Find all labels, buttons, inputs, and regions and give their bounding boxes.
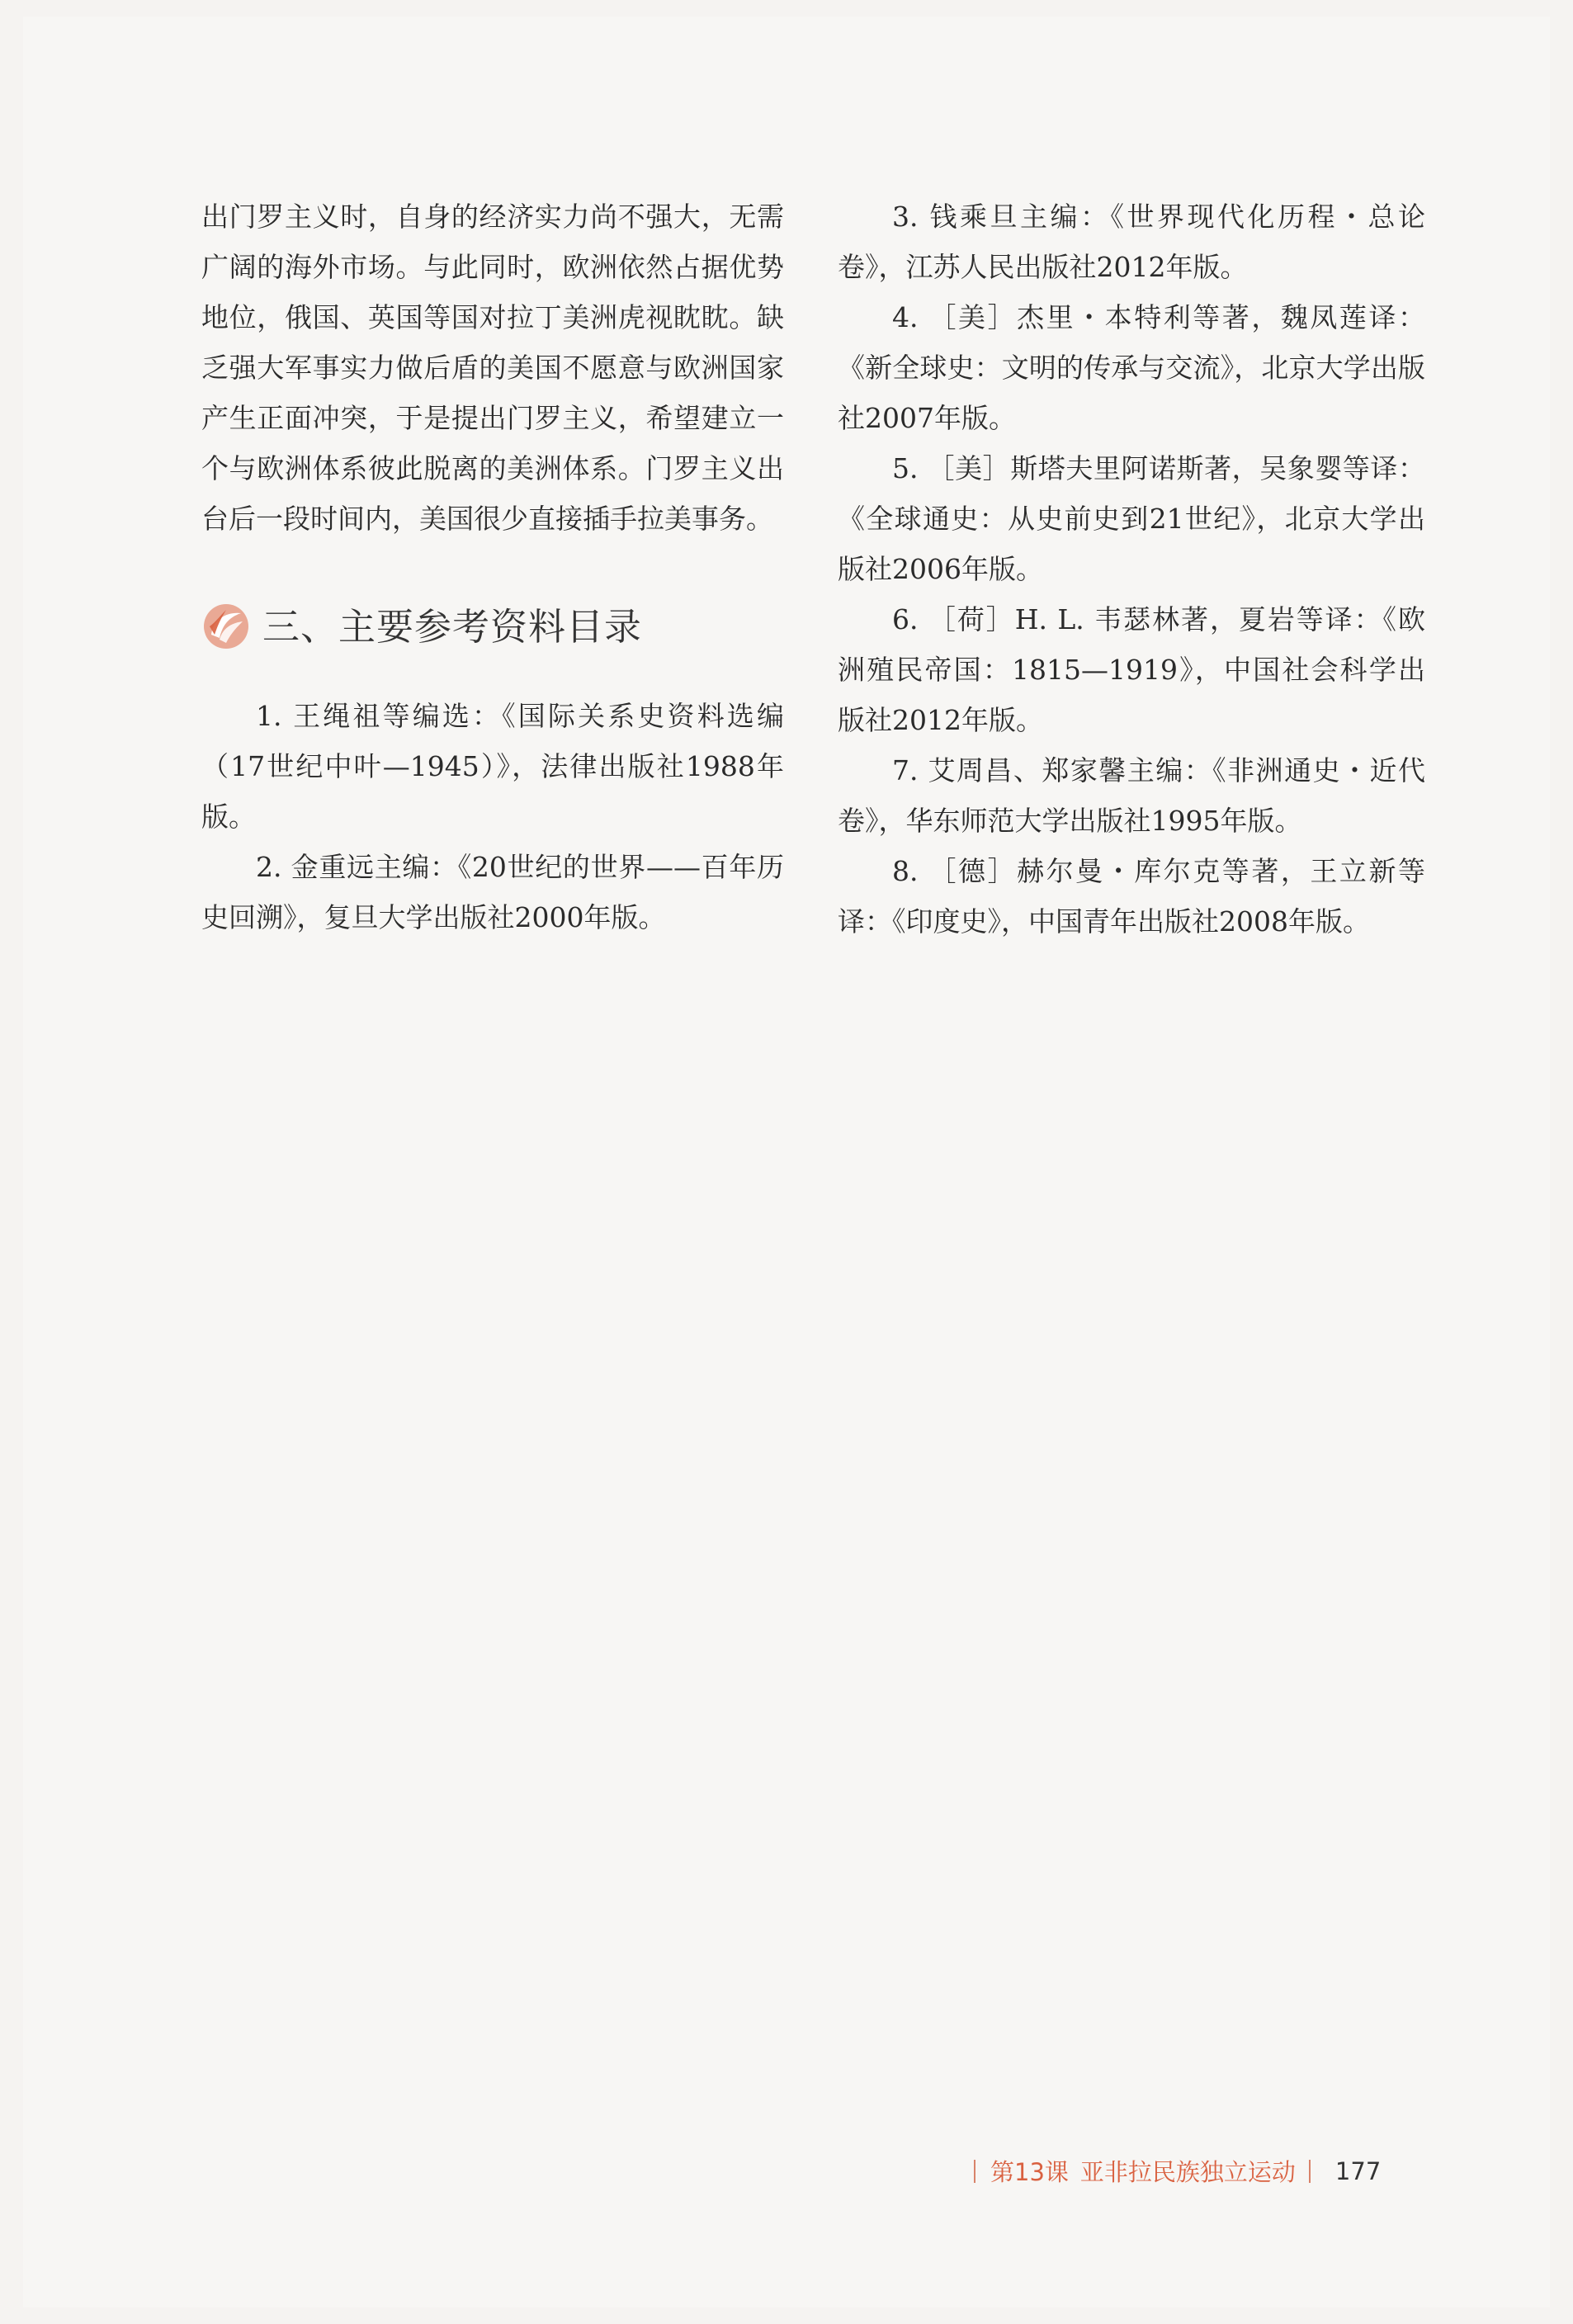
footer-lesson-label: 第13课 — [990, 2158, 1069, 2186]
page-footer — [974, 2154, 1381, 2188]
left-column — [201, 191, 784, 942]
reference-item: 1. 王绳祖等编选：《国际关系史资料选编（17世纪中叶—1945）》，法律出版社1988年版。 — [201, 700, 784, 833]
reference-item: 8. ［德］赫尔曼・库尔克等著，王立新等译：《印度史》，中国青年出版社2008年版。 — [838, 855, 1425, 938]
footer-lesson-title: 亚非拉民族独立运动 — [1079, 2158, 1296, 2186]
swirl-emblem-icon — [201, 602, 251, 651]
right-column — [838, 191, 1425, 947]
footer-divider — [974, 2160, 975, 2183]
reference-item: 2. 金重远主编：《20世纪的世界——百年历史回溯》，复旦大学出版社2000年版。 — [201, 851, 784, 933]
section-heading — [201, 597, 784, 656]
reference-item: 5. ［美］斯塔夫里阿诺斯著，吴象婴等译：《全球通史：从史前史到21世纪》，北京大学出版社2006年版。 — [838, 452, 1425, 585]
reference-item: 7. 艾周昌、郑家馨主编：《非洲通史・近代卷》，华东师范大学出版社1995年版。 — [838, 754, 1425, 837]
reference-item: 3. 钱乘旦主编：《世界现代化历程・总论卷》，江苏人民出版社2012年版。 — [838, 201, 1425, 283]
reference-item: 6. ［荷］H. L. 韦瑟林著，夏岩等译：《欧洲殖民帝国：1815—1919》，中国社会科学出版社2012年版。 — [838, 603, 1425, 736]
body-paragraph: 出门罗主义时，自身的经济实力尚不强大，无需广阔的海外市场。与此同时，欧洲依然占据优势地位，俄国、英国等国对拉丁美洲虎视眈眈。缺乏强大军事实力做后盾的美国不愿意与欧洲国家产生正面冲突，于是提出门罗主义，希望建立一个与欧洲体系彼此脱离的美洲体系。门罗主义出台后一段时间内，美国很少直接插手拉美事务。 — [201, 201, 784, 535]
section-heading-title: 三、主要参考资料目录 — [262, 604, 643, 649]
footer-divider — [1309, 2160, 1311, 2183]
reference-item: 4. ［美］杰里・本特利等著，魏凤莲译：《新全球史：文明的传承与交流》，北京大学出版社2007年版。 — [838, 301, 1425, 434]
page-number: 177 — [1334, 2156, 1382, 2185]
